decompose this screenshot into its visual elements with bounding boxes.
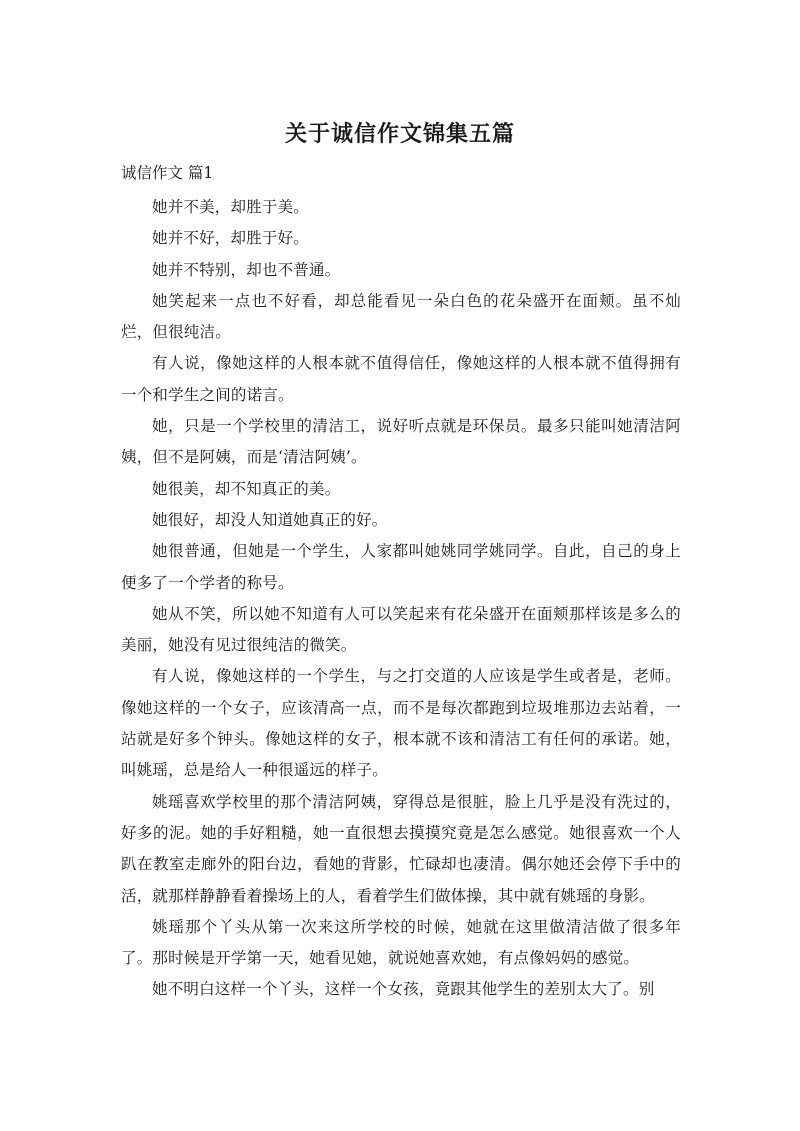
paragraph: 她笑起来一点也不好看，却总能看见一朵白色的花朵盛开在面颊。虽不灿烂，但很纯洁。 [121,291,681,342]
paragraph: 她不明白这样一个丫头，这样一个女孩，竟跟其他学生的差别太大了。别 [152,980,655,999]
paragraph: 姚瑶喜欢学校里的那个清洁阿姨，穿得总是很脏，脸上几乎是没有洗过的，好多的泥。她的手好粗糙，她一直很想去摸摸究竟是怎么感觉。她很喜欢一个人趴在教室走廊外的阳台边，看她的背影，忙碌却也凄清。偶尔她还会停下手中的活，就那样静静看着操场上的人，看着学生们做体操，其中就有姚瑶的身影。 [121,792,681,905]
paragraph: 她并不好，却胜于好。 [152,229,310,248]
paragraph: 她从不笑，所以她不知道有人可以笑起来有花朵盛开在面颊那样该是多么的美丽，她没有见过很纯洁的微笑。 [121,604,681,655]
paragraph: 她并不美，却胜于美。 [152,198,310,216]
paragraph: 她很美，却不知真正的美。 [152,479,341,498]
body-text [121,192,681,1006]
paragraph: 她并不特别，却也不普通。 [152,260,341,279]
paragraph: 姚瑶那个丫头从第一次来这所学校的时候，她就在这里做清洁做了很多年了。那时候是开学第一天，她看见她，就说她喜欢她，有点像妈妈的感觉。 [121,917,681,968]
document-title: 关于诚信作文锦集五篇 [284,122,515,147]
paragraph: 她很好，却没人知道她真正的好。 [152,510,388,529]
section-heading: 诚信作文 篇1 [121,164,214,182]
paragraph: 她很普通，但她是一个学生，人家都叫她姚同学姚同学。自此，自己的身上便多了一个学者的称号。 [121,542,681,592]
paragraph: 她，只是一个学校里的清洁工，说好听点就是环保员。最多只能叫她清洁阿姨，但不是阿姨，而是‘清洁阿姨’。 [121,417,681,467]
paragraph: 有人说，像她这样的人根本就不值得信任，像她这样的人根本就不值得拥有一个和学生之间的诺言。 [121,354,681,404]
paragraph: 有人说，像她这样的一个学生，与之打交道的人应该是学生或者是，老师。像她这样的一个女子，应该清高一点，而不是每次都跑到垃圾堆那边去站着，一站就是好多个钟头。像她这样的女子，根本就不该和清洁工有任何的承诺。她，叫姚瑶，总是给人一种很遥远的样子。 [121,667,681,780]
